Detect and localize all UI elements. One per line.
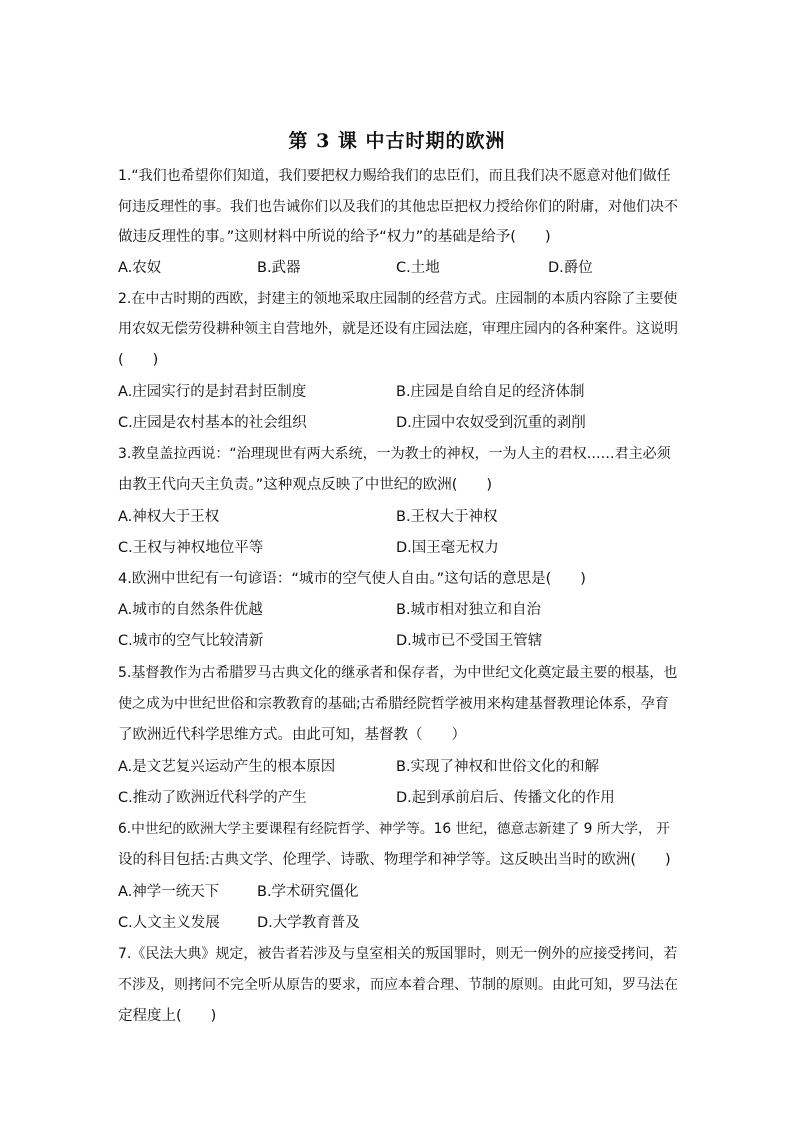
q2-line-2: 用农奴无偿劳役耕种领主自营地外，就是还设有庄园法庭，审理庄园内的各种案件。这说明	[118, 321, 678, 337]
q2-option-d: D.庄园中农奴受到沉重的剥削	[396, 415, 586, 431]
lesson-title: 第 3 课 中古时期的欧洲	[288, 130, 506, 152]
q3-line-1: 3.教皇盖拉西说：“治理现世有两大系统，一为教士的神权，一为人主的君权……君主必须	[118, 446, 671, 462]
q3-option-d: D.国王毫无权力	[396, 540, 499, 556]
q6-line-1: 6.中世纪的欧洲大学主要课程有经院哲学、神学等。16 世纪，德意志新建了 9 所大学， 开	[118, 821, 670, 837]
q3-line-2: 由教王代向天主负责。”这种观点反映了中世纪的欧洲( )	[118, 477, 493, 493]
q2-line-3: ( )	[118, 352, 159, 368]
q4-line-1: 4.欧洲中世纪有一句谚语：“城市的空气使人自由。”这句话的意思是( )	[118, 571, 586, 587]
q2-option-a: A.庄园实行的是封君封臣制度	[118, 384, 307, 400]
q6-option-a: A.神学一统天下	[118, 884, 220, 900]
q1-line-3: 做违反理性的事。”这则材料中所说的给予“权力”的基础是给予( )	[118, 229, 551, 245]
q5-option-c: C.推动了欧洲近代科学的产生	[118, 790, 307, 806]
q7-line-2: 不涉及，则拷问不完全听从原告的要求，而应本着合理、节制的原则。由此可知，罗马法在	[118, 977, 678, 993]
q2-option-b: B.庄园是自给自足的经济体制	[396, 384, 585, 400]
q5-option-b: B.实现了神权和世俗文化的和解	[396, 759, 600, 775]
q3-option-a: A.神权大于王权	[118, 509, 220, 525]
q7-line-1: 7.《民法大典》规定，被告者若涉及与皇室相关的叛国罪时，则无一例外的应接受拷问，若	[118, 946, 678, 962]
q4-option-d: D.城市已不受国王管辖	[396, 633, 543, 649]
q4-option-c: C.城市的空气比较清新	[118, 633, 264, 649]
q6-option-d: D.大学教育普及	[257, 915, 360, 931]
q2-line-1: 2.在中古时期的西欧，封建主的领地采取庄园制的经营方式。庄园制的本质内容除了主要使	[118, 291, 678, 307]
q5-option-d: D.起到承前启后、传播文化的作用	[396, 790, 615, 806]
q1-option-a: A.农奴	[118, 260, 162, 276]
q6-line-2: 设的科目包括:古典文学、伦理学、诗歌、物理学和神学等。这反映出当时的欧洲( )	[118, 852, 671, 868]
q5-line-1: 5.基督教作为古希腊罗马古典文化的继承者和保存者，为中世纪文化奠定最主要的根基，也	[118, 665, 678, 681]
q3-option-b: B.王权大于神权	[396, 509, 498, 525]
q6-option-b: B.学术研究僵化	[257, 884, 359, 900]
q2-option-c: C.庄园是农村基本的社会组织	[118, 415, 307, 431]
q1-option-b: B.武器	[257, 260, 301, 276]
q4-option-a: A.城市的自然条件优越	[118, 602, 263, 618]
q5-line-2: 使之成为中世纪世俗和宗教教育的基础;古希腊经院哲学被用来构建基督教理论体系，孕育	[118, 696, 669, 712]
q6-option-c: C.人文主义发展	[118, 915, 220, 931]
q1-line-2: 何违反理性的事。我们也告诫你们以及我们的其他忠臣把权力授给你们的附庸，对他们决不	[118, 199, 678, 215]
q5-line-3: 了欧洲近代科学思维方式。由此可知，基督教（ ）	[118, 727, 466, 743]
q1-option-d: D.爵位	[548, 260, 593, 276]
q3-option-c: C.王权与神权地位平等	[118, 540, 264, 556]
q1-line-1: 1.“我们也希望你们知道，我们要把权力赐给我们的忠臣们，而且我们决不愿意对他们做任	[118, 168, 671, 184]
q4-option-b: B.城市相对独立和自治	[396, 602, 542, 618]
q1-option-c: C.土地	[396, 260, 440, 276]
q7-line-3: 定程度上( )	[118, 1008, 217, 1024]
q5-option-a: A.是文艺复兴运动产生的根本原因	[118, 759, 336, 775]
